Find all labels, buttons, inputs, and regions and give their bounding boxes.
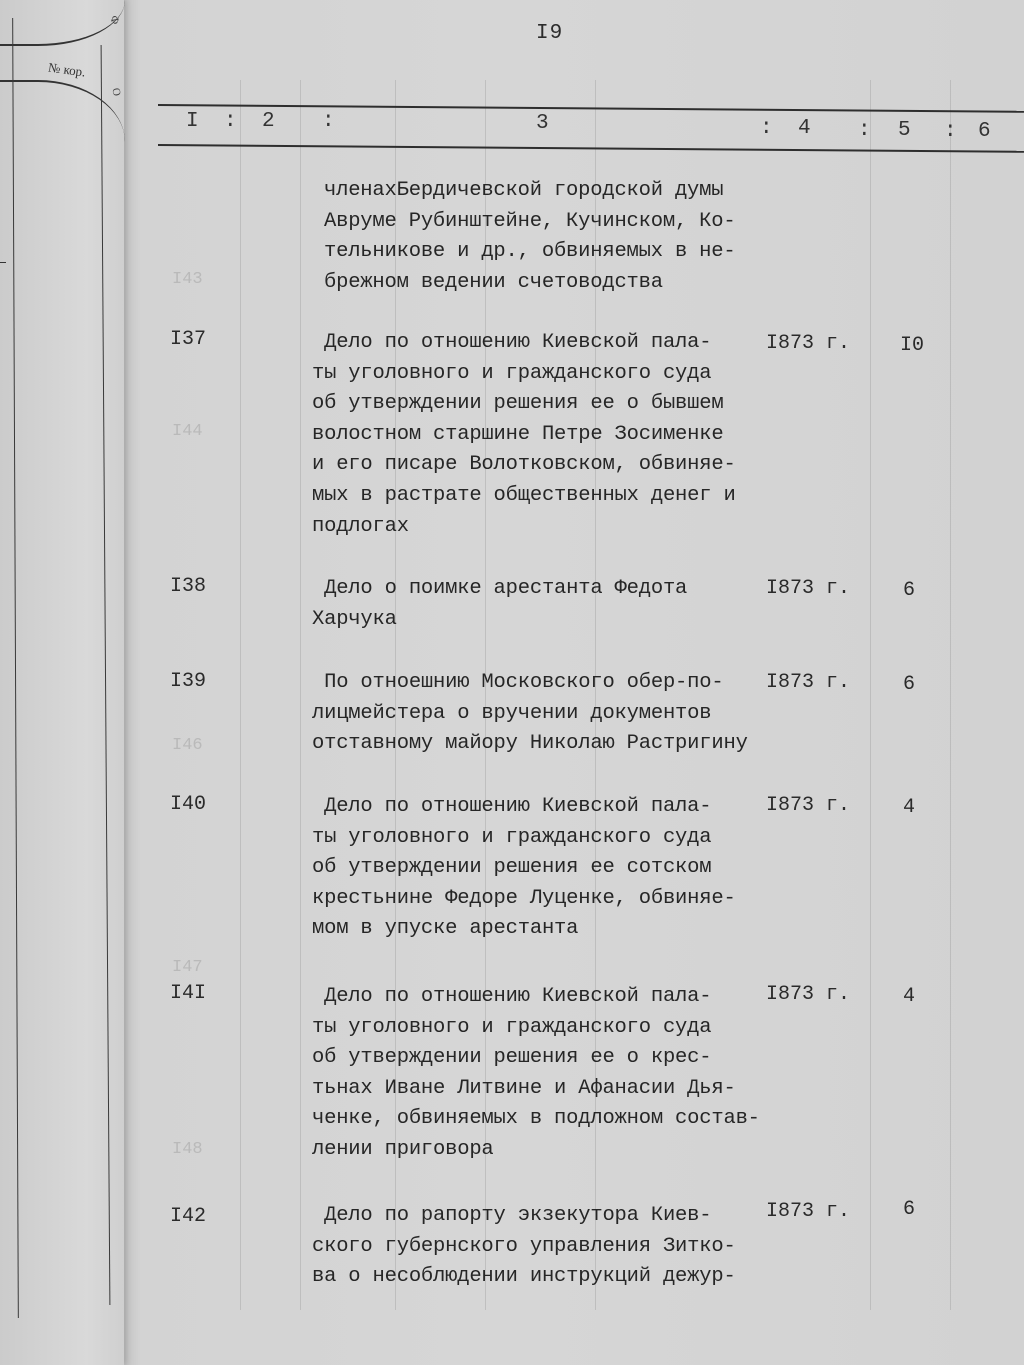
entry-line: об утверждении решения ее о бывшем <box>312 392 724 416</box>
header-col-5: 5 <box>898 119 911 142</box>
entry-sheet-count: 4 <box>903 985 916 1008</box>
entry-line: мых в растрате общественных денег и <box>312 483 736 507</box>
entry-line: ва о несоблюдении инструкций дежур- <box>312 1265 736 1289</box>
entry-date: I873 г. <box>766 332 851 355</box>
entry-line: ты уголовного и гражданского суда <box>312 1015 712 1039</box>
header-sep: : <box>224 110 237 133</box>
entry-line: лении приговора <box>312 1137 494 1161</box>
bleed-through-text: I43 <box>172 270 203 289</box>
header-top-rule <box>158 104 1024 113</box>
entry-line: ченке, обвиняемых в подложном состав- <box>312 1107 760 1131</box>
entry-sheet-count: 6 <box>903 673 916 696</box>
entry-line: крестьнине Федоре Луценке, обвиняе- <box>312 886 736 910</box>
left-page-edge-text: Ф <box>107 14 122 26</box>
entry-line: Дело по отношению Киевской пала- <box>312 985 712 1008</box>
header-sep: : <box>760 117 773 140</box>
entry-date: I873 г. <box>766 983 851 1006</box>
entry-line: тельникове и др., обвиняемых в не- <box>324 240 736 264</box>
entry-line: об утверждении решения ее о крес- <box>312 1046 712 1070</box>
bleed-through-text: I44 <box>172 422 203 441</box>
table-header <box>158 100 1024 148</box>
entry-title <box>312 328 736 542</box>
entry-date: I873 г. <box>766 794 851 817</box>
entry-number: I38 <box>170 575 207 598</box>
entry-title <box>312 668 748 760</box>
left-page-column-line <box>101 45 111 1305</box>
entry-line: мом в упуске арестанта <box>312 917 579 941</box>
entry-title <box>324 176 735 298</box>
left-page-tick-mark <box>0 262 6 263</box>
entry-title <box>312 574 687 635</box>
bleed-column-line <box>870 80 871 1310</box>
entry-date: I873 г. <box>766 671 851 694</box>
left-page-header-rule <box>0 80 125 142</box>
entry-line: подлогах <box>312 514 409 538</box>
entry-title <box>312 982 760 1166</box>
entry-line: отставному майору Николаю Растригину <box>312 732 748 756</box>
entry-line: По отноешнию Московского обер-по- <box>312 671 724 694</box>
entry-title <box>312 792 736 945</box>
entry-line: ты уголовного и гражданского суда <box>312 825 712 849</box>
header-sep: : <box>944 120 957 143</box>
entry-sheet-count: I0 <box>900 334 925 357</box>
header-sep: : <box>322 110 335 133</box>
left-page-top-rule <box>0 0 125 46</box>
entry-number: I37 <box>170 328 207 351</box>
entry-line: Харчука <box>312 607 397 631</box>
entry-line: и его писаре Волотковском, обвиняе- <box>312 453 736 477</box>
bleed-column-line <box>240 80 241 1310</box>
header-sep: : <box>858 119 871 142</box>
header-bottom-rule <box>158 144 1024 153</box>
entry-sheet-count: 6 <box>903 579 916 602</box>
entry-line: волостном старшине Петре Зосименке <box>312 422 724 446</box>
entry-title <box>312 1201 736 1293</box>
left-page-edge-text: О <box>109 87 123 97</box>
left-page-column-line <box>12 18 19 1318</box>
entry-line: ского губернского управления Зитко- <box>312 1234 736 1258</box>
bleed-through-text: I46 <box>172 736 203 755</box>
entry-sheet-count: 6 <box>903 1198 916 1221</box>
header-col-6: 6 <box>978 120 991 143</box>
bleed-through-text: I48 <box>172 1140 203 1159</box>
entry-date: I873 г. <box>766 577 851 600</box>
entry-line: брежном ведении счетоводства <box>324 270 663 294</box>
entry-line: Авруме Рубинштейне, Кучинском, Ко- <box>324 209 736 233</box>
header-col-2: 2 <box>262 110 275 133</box>
bleed-through-text: I47 <box>172 958 203 977</box>
entry-line: членахБердичевской городской думы <box>324 179 724 202</box>
bleed-column-line <box>950 80 951 1310</box>
entry-line: тьнах Иване Литвине и Афанасии Дья- <box>312 1076 736 1100</box>
left-facing-page <box>0 0 124 1365</box>
entry-line: Дело по рапорту экзекутора Киев- <box>312 1204 712 1227</box>
entry-line: Дело по отношению Киевской пала- <box>312 795 712 818</box>
entry-line: об утверждении решения ее сотском <box>312 856 712 880</box>
entry-line: ты уголовного и гражданского суда <box>312 361 712 385</box>
entry-sheet-count: 4 <box>903 796 916 819</box>
header-col-1: I <box>186 110 199 133</box>
header-col-3: 3 <box>536 112 549 135</box>
entry-date: I873 г. <box>766 1200 851 1223</box>
entry-number: I4I <box>170 982 207 1005</box>
entry-line: Дело по отношению Киевской пала- <box>312 331 712 354</box>
entry-line: Дело о поимке арестанта Федота <box>312 577 688 600</box>
bleed-column-line <box>300 80 301 1310</box>
entry-line: лицмейстера о вручении документов <box>312 701 712 725</box>
entry-number: I39 <box>170 670 207 693</box>
header-col-4: 4 <box>798 117 811 140</box>
entry-number: I42 <box>170 1205 207 1228</box>
entry-number: I40 <box>170 793 207 816</box>
page-number: I9 <box>536 22 564 45</box>
box-number-column-label: № кор. <box>47 59 87 80</box>
